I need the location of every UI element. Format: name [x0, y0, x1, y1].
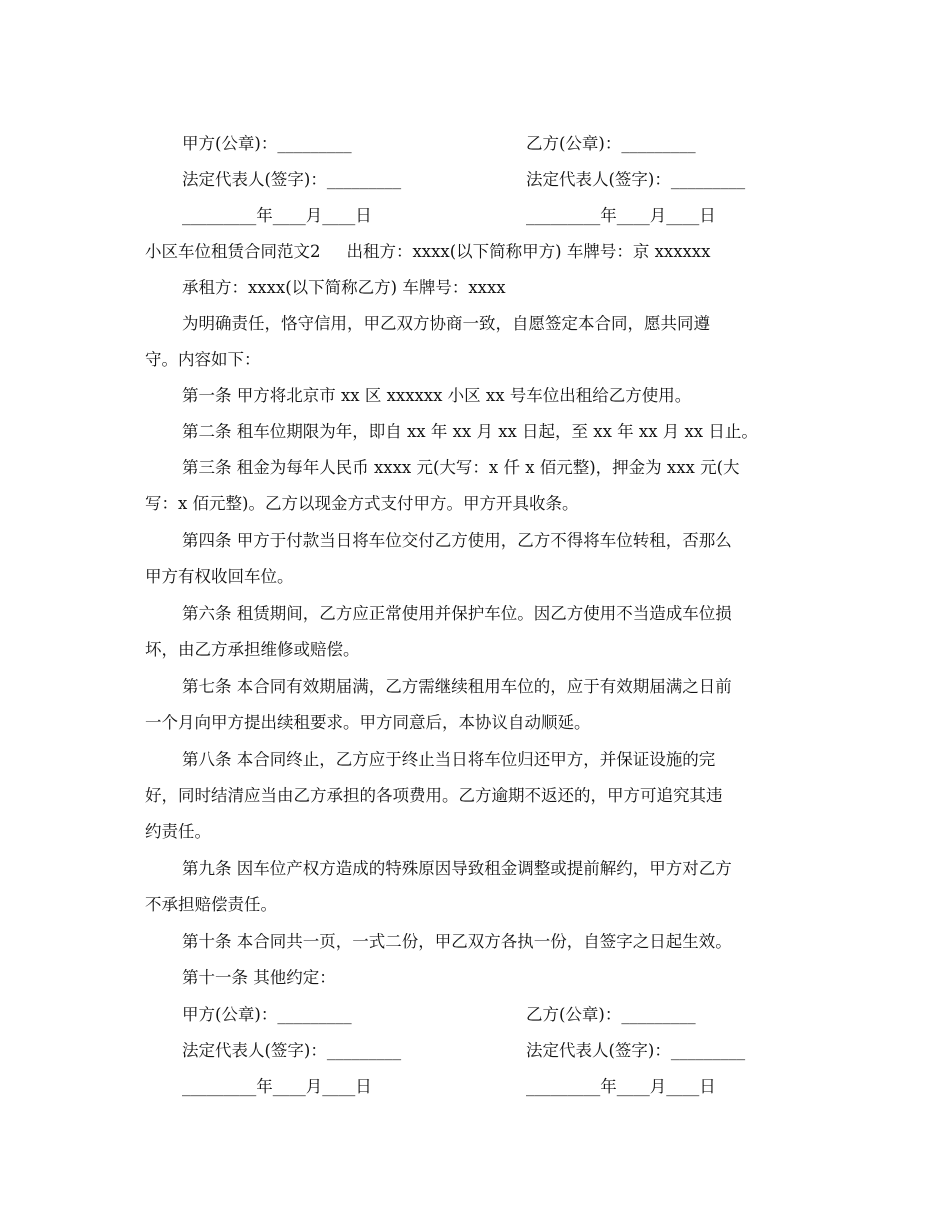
party-b-rep-top: 法定代表人(签字)：_________	[526, 170, 746, 189]
party-b-seal-top: 乙方(公章)：_________	[526, 134, 696, 153]
article-10: 第十条 本合同共一页，一式二份，甲乙双方各执一份，自签字之日起生效。	[182, 932, 732, 951]
preamble-line-1: 为明确责任，恪守信用，甲乙双方协商一致，自愿签定本合同，愿共同遵	[182, 314, 710, 333]
article-6-line-2: 坏，由乙方承担维修或赔偿。	[145, 640, 360, 659]
party-a-date-top: _________年____月____日	[182, 206, 372, 225]
article-8-line-3: 约责任。	[145, 822, 211, 841]
article-4-line-2: 甲方有权收回车位。	[145, 567, 294, 586]
party-a-date-bottom: _________年____月____日	[182, 1077, 372, 1096]
article-3-line-1: 第三条 租金为每年人民币 xxxx 元(大写：x 仟 x 佰元整)，押金为 xxx 元(大	[182, 458, 740, 477]
party-a-seal-bottom: 甲方(公章)：_________	[182, 1005, 352, 1024]
article-7-line-1: 第七条 本合同有效期届满，乙方需继续租用车位的，应于有效期届满之日前	[182, 677, 732, 696]
article-11: 第十一条 其他约定：	[182, 968, 336, 987]
contract-title-line	[145, 234, 805, 270]
party-b-seal-bottom: 乙方(公章)：_________	[526, 1005, 696, 1024]
party-a-rep-bottom: 法定代表人(签字)：_________	[182, 1041, 402, 1060]
article-3-line-2: 写：x 佰元整)。乙方以现金方式支付甲方。甲方开具收条。	[145, 494, 579, 513]
contract-title: 小区车位租赁合同范文2	[145, 242, 321, 261]
article-8-line-1: 第八条 本合同终止，乙方应于终止当日将车位归还甲方，并保证设施的完	[182, 750, 716, 769]
article-2: 第二条 租车位期限为年，即自 xx 年 xx 月 xx 日起，至 xx 年 xx 月 xx 日止。	[182, 422, 758, 441]
lessor-info: 出租方：xxxx(以下简称甲方) 车牌号：京 xxxxxx	[346, 242, 711, 261]
article-9-line-2: 不承担赔偿责任。	[145, 895, 277, 914]
article-9-line-1: 第九条 因车位产权方造成的特殊原因导致租金调整或提前解约，甲方对乙方	[182, 859, 732, 878]
article-4-line-1: 第四条 甲方于付款当日将车位交付乙方使用，乙方不得将车位转租，否那么	[182, 531, 732, 550]
article-8-line-2: 好，同时结清应当由乙方承担的各项费用。乙方逾期不返还的，甲方可追究其违	[145, 786, 723, 805]
preamble-line-2: 守。内容如下：	[145, 350, 261, 369]
article-7-line-2: 一个月向甲方提出续租要求。甲方同意后，本协议自动顺延。	[145, 713, 591, 732]
party-b-date-top: _________年____月____日	[526, 206, 716, 225]
party-a-rep-top: 法定代表人(签字)：_________	[182, 170, 402, 189]
party-a-seal-top: 甲方(公章)：_________	[182, 134, 352, 153]
party-b-date-bottom: _________年____月____日	[526, 1077, 716, 1096]
party-b-rep-bottom: 法定代表人(签字)：_________	[526, 1041, 746, 1060]
article-6-line-1: 第六条 租赁期间，乙方应正常使用并保护车位。因乙方使用不当造成车位损	[182, 604, 732, 623]
lessee-info: 承租方：xxxx(以下简称乙方) 车牌号：xxxx	[182, 278, 506, 297]
article-1: 第一条 甲方将北京市 xx 区 xxxxxx 小区 xx 号车位出租给乙方使用。	[182, 386, 692, 405]
